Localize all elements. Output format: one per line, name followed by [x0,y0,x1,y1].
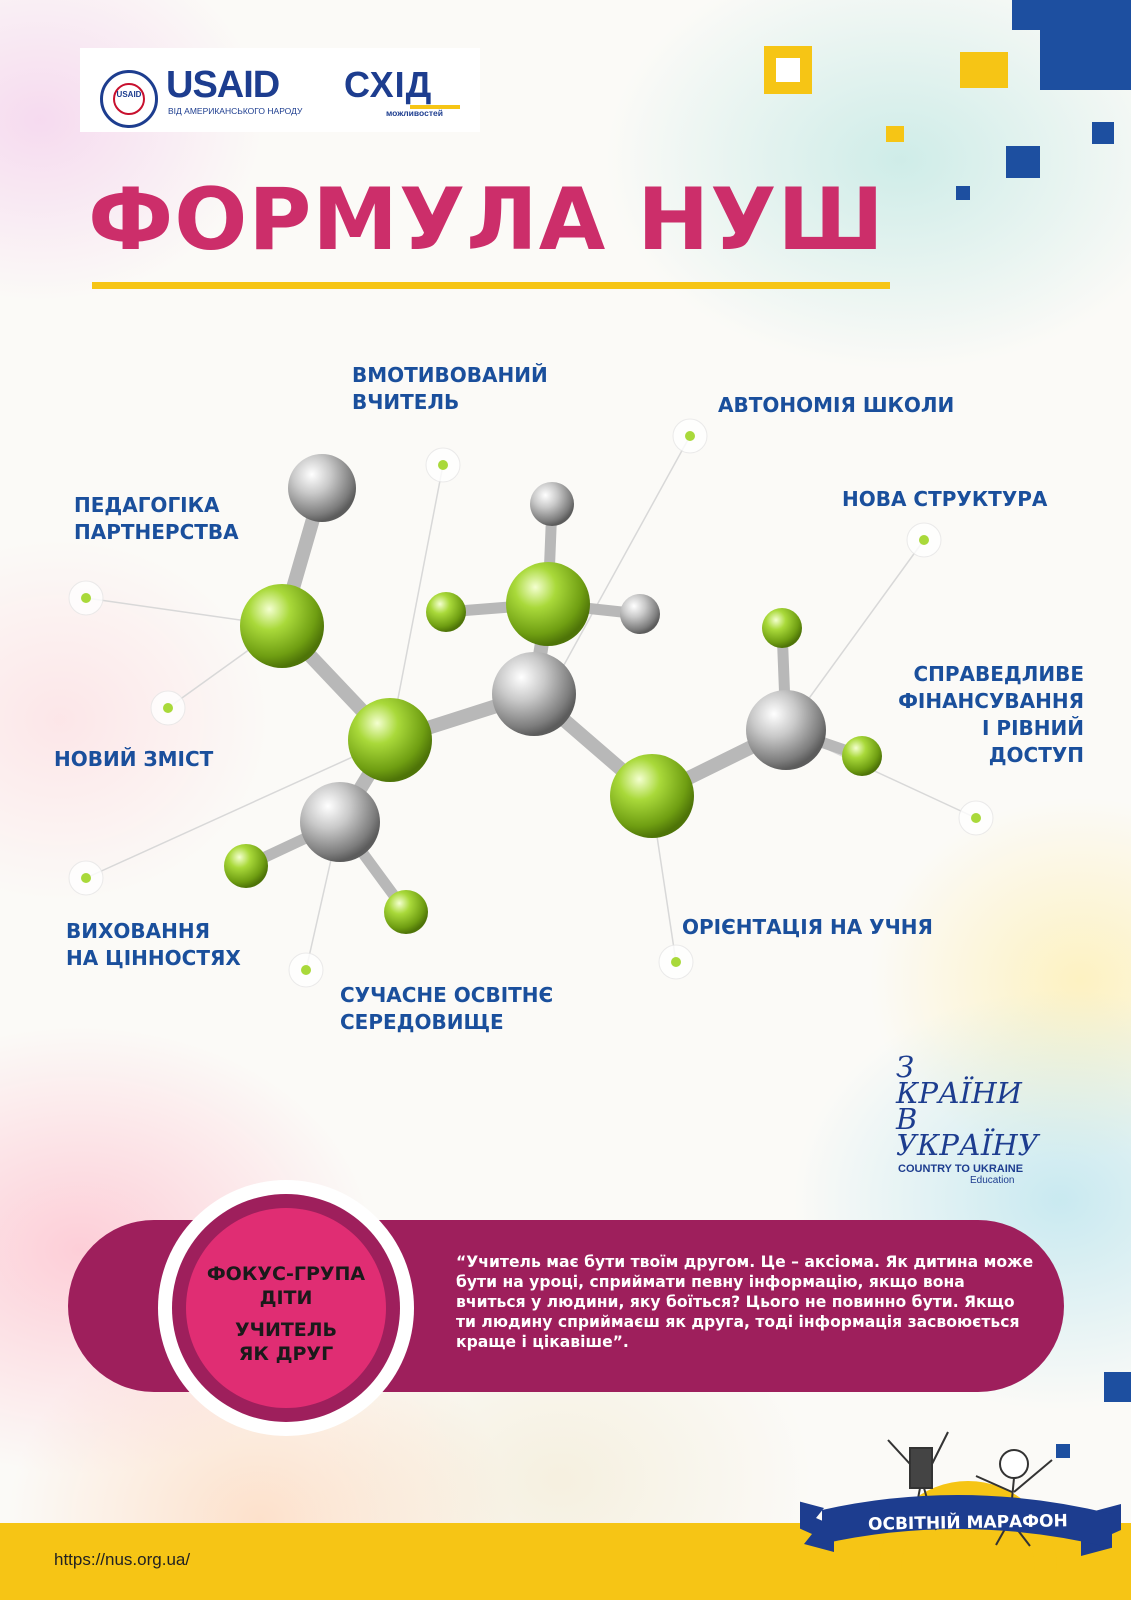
deco-square-outline-inner [776,58,800,82]
usaid-seal-logo [100,70,158,128]
deco-square [886,126,904,142]
label-modern-environment: СУЧАСНЕ ОСВІТНЄ СЕРЕДОВИЩЕ [340,983,554,1034]
education-marathon-logo [800,1380,1131,1600]
label-fair-funding: СПРАВЕДЛИВЕ ФІНАНСУВАННЯ І РІВНИЙ ДОСТУП [898,662,1084,767]
title-underline [92,282,890,289]
label-new-structure: НОВА СТРУКТУРА [842,487,1048,511]
focus-group-quote: “Учитель має бути твоїм другом. Це – аксіома. Як дитина може бути на уроці, сприймати певну інформацію, якщо вона вчиться у людини, яку боїться? Цього не повинно бути. Якщо ти людину сприймаєш як друга, тоді інформація засвоюється краще і цікавіше”. [456,1253,1034,1351]
country-to-ukraine-logo: З КРАЇНИ В УКРАЇНУ [896,1050,1039,1162]
label-motivated-teacher: ВМОТИВОВАНИЙ ВЧИТЕЛЬ [352,363,548,414]
label-student-orientation: ОРІЄНТАЦІЯ НА УЧНЯ [682,915,933,939]
page-title: ФОРМУЛА НУШ [88,170,885,270]
label-values-upbringing: ВИХОВАННЯ НА ЦІННОСТЯХ [66,919,241,970]
deco-square [1046,64,1072,90]
deco-square [960,52,1008,88]
footer-url-link[interactable]: https://nus.org.ua/ [54,1550,191,1569]
deco-square [956,186,970,200]
label-school-autonomy: АВТОНОМІЯ ШКОЛИ [718,393,955,417]
skhid-logo-text: СХІД [344,64,433,105]
usaid-tagline: ВІД АМЕРИКАНСЬКОГО НАРОДУ [168,106,303,116]
country-to-ukraine-subtitle: COUNTRY TO UKRAINE [898,1163,1024,1175]
usaid-logo-text: USAID [166,64,280,106]
country-to-ukraine-education: Education [970,1175,1015,1186]
focus-group-title: ФОКУС-ГРУПА ДІТИ [206,1263,366,1309]
deco-square [1006,146,1040,178]
skhid-tagline: можливостей [386,108,443,118]
usaid-seal-text: USAID [116,90,142,99]
deco-square [1092,122,1114,144]
deco-square [1012,0,1042,30]
label-new-content: НОВИЙ ЗМІСТ [54,747,214,771]
label-partnership-pedagogy: ПЕДАГОГІКА ПАРТНЕРСТВА [74,493,239,544]
marathon-label: ОСВІТНІЙ МАРАФОН [867,1511,1068,1535]
focus-group-topic: УЧИТЕЛЬ ЯК ДРУГ [234,1319,338,1365]
